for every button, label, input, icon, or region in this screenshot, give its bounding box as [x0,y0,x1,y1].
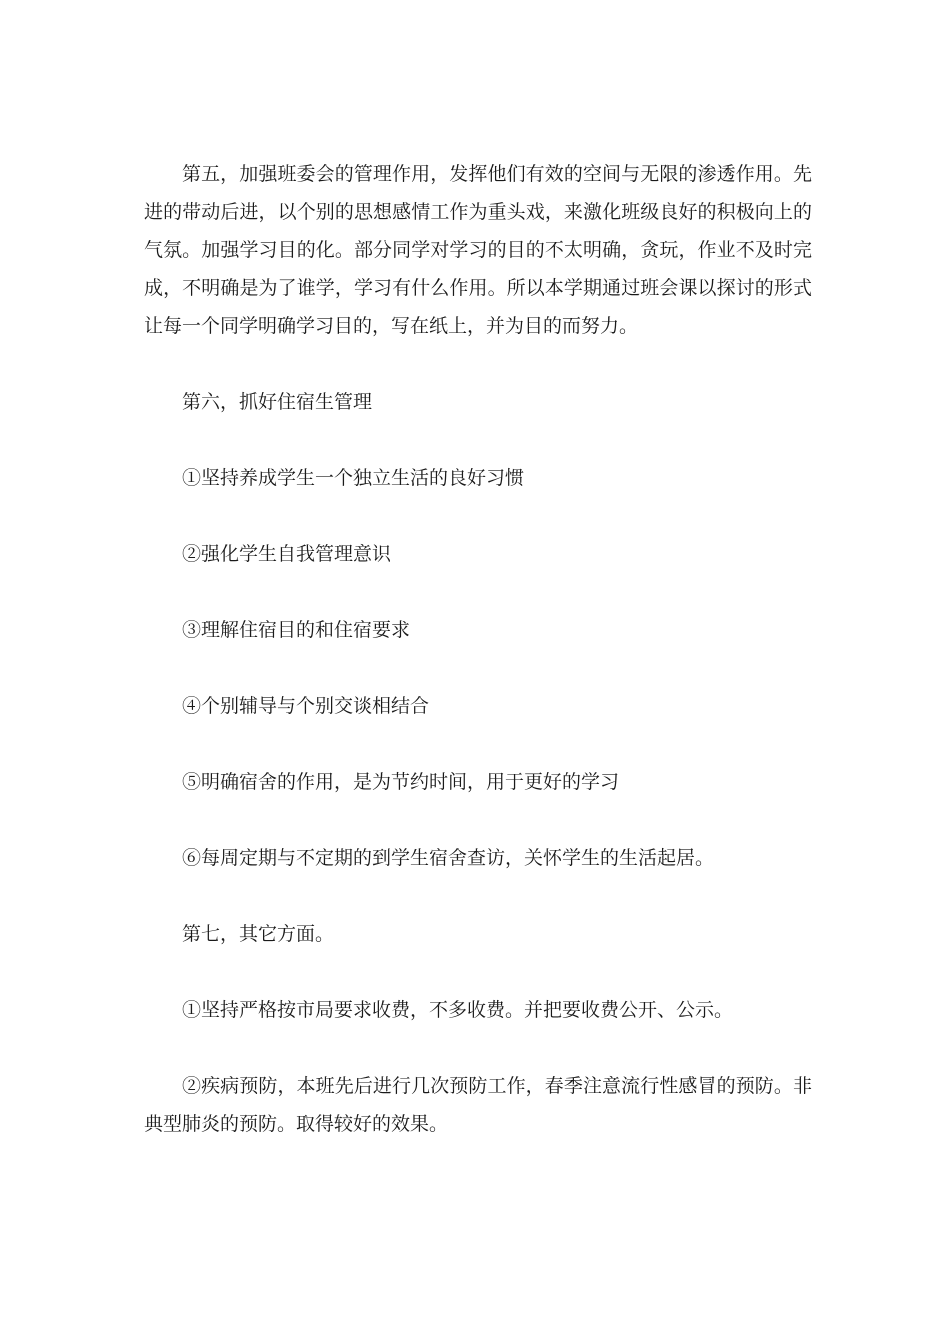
document-body [144,155,812,1143]
list-item-boarding-5: ⑤明确宿舍的作用，是为节约时间，用于更好的学习 [182,771,620,793]
list-item-boarding-4: ④个别辅导与个别交谈相结合 [182,695,430,717]
list-item-boarding-6: ⑥每周定期与不定期的到学生宿舍查访，关怀学生的生活起居。 [182,847,715,869]
list-item-boarding-3: ③理解住宿目的和住宿要求 [182,619,411,641]
list-item-other-2: ②疾病预防，本班先后进行几次预防工作，春季注意流行性感冒的预防。非典型肺炎的预防。取得较好的效果。 [144,1075,812,1135]
list-item-boarding-1: ①坚持养成学生一个独立生活的良好习惯 [182,467,525,489]
list-item-other-1: ①坚持严格按市局要求收费，不多收费。并把要收费公开、公示。 [182,999,734,1021]
paragraph-class-committee: 第五，加强班委会的管理作用，发挥他们有效的空间与无限的渗透作用。先进的带动后进，以个别的思想感情工作为重头戏，来激化班级良好的积极向上的气氛。加强学习目的化。部分同学对学习的目的不太明确，贪玩，作业不及时完成，不明确是为了谁学，学习有什么作用。所以本学期通过班会课以探讨的形式让每一个同学明确学习目的，写在纸上，并为目的而努力。 [144,163,812,337]
heading-other-aspects: 第七，其它方面。 [182,923,335,945]
list-item-boarding-2: ②强化学生自我管理意识 [182,543,392,565]
heading-boarding-management: 第六，抓好住宿生管理 [182,391,373,413]
